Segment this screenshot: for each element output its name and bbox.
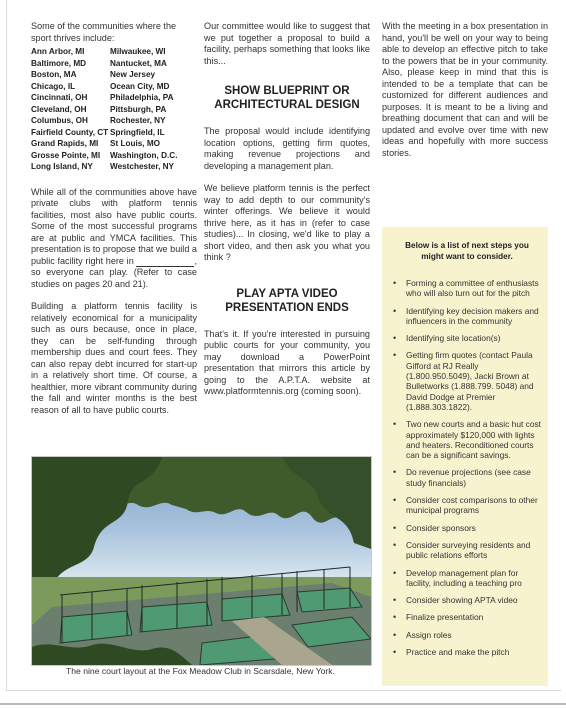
next-step-item xyxy=(392,647,542,657)
blueprint-heading: SHOW BLUEPRINT OR ARCHITECTURAL DESIGN xyxy=(214,85,360,111)
column-right xyxy=(382,21,548,159)
city-item: Fairfield County, CT xyxy=(31,127,109,137)
next-step-item xyxy=(392,568,542,589)
bullet-icon: • xyxy=(393,522,397,533)
next-step-item xyxy=(392,523,542,533)
tree-canopy-left xyxy=(32,457,162,597)
next-step-text: Develop management plan for facility, including a teaching pro xyxy=(406,567,522,588)
city-item: Columbus, OH xyxy=(31,116,88,125)
bullet-icon: • xyxy=(393,629,397,640)
bullet-icon: • xyxy=(393,333,397,344)
court-photo-illustration xyxy=(32,457,371,665)
city-item: Ocean City, MD xyxy=(110,81,170,91)
next-step-item xyxy=(392,612,542,622)
bullet-icon: • xyxy=(393,495,397,506)
bullet-icon: • xyxy=(393,419,397,430)
bullet-icon: • xyxy=(393,595,397,606)
economics-paragraph: Building a platform tennis facility is relatively economical for a municipality such as ours because, once in place, they can be self-funding through membership dues and court fees. They can also repay debt incurred for start-up in a relatively short time. Of course, a healthier, more vibrant community during the fall and winter months is the best reason of all to have public courts. xyxy=(31,301,197,415)
next-step-text: Getting firm quotes (contact Paula Gifford at RJ Really (1.800.950.5049), Jacki Brown at Bulletworks (1.888.799. 5048) and David Dodge at Premier (1.888.303.1822). xyxy=(406,350,534,412)
bullet-icon: • xyxy=(393,539,397,550)
column-middle xyxy=(204,21,370,398)
photo-caption: The nine court layout at the Fox Meadow Club in Scarsdale, New York. xyxy=(66,666,335,676)
next-step-text: Consider showing APTA video xyxy=(406,595,518,606)
city-item: Ann Arbor, MI xyxy=(31,47,85,56)
proposal-paragraph: The proposal would include identifying location options, getting firm quotes, making revenue projections and developing a management plan. xyxy=(204,126,370,171)
meeting-in-box-paragraph: With the meeting in a box presentation in hand, you'll be well on your way to being able to develop an effective pitch to take to the powers that be in your community. Also, please keep in mind that this is intended to be a template that can be customized for different audiences and purposes. It is meant to be a living and breathing document that can and will be updated and evolve over time with new ideas and hopefully with more success stories. xyxy=(382,21,548,158)
bullet-icon: • xyxy=(393,567,397,578)
fill-in-blank xyxy=(136,257,194,267)
city-item: Washington, D.C. xyxy=(110,150,178,160)
city-item: Chicago, IL xyxy=(31,81,76,91)
city-item: Rochester, NY xyxy=(110,116,166,125)
city-item: Springfield, IL xyxy=(110,127,165,137)
public-courts-paragraph xyxy=(31,187,197,291)
next-step-text: Finalize presentation xyxy=(406,612,484,623)
next-steps-box xyxy=(382,227,548,686)
city-item: New Jersey xyxy=(110,70,156,79)
next-steps-title: Below is a list of next steps you might want to consider. xyxy=(405,241,529,261)
next-steps-list xyxy=(392,278,542,664)
city-item: Baltimore, MD xyxy=(31,58,87,68)
communities-intro: Some of the communities where the sport thrives include: xyxy=(31,21,177,43)
city-item: Grand Rapids, MI xyxy=(31,139,99,148)
next-step-item xyxy=(392,333,542,343)
public-courts-text-a: While all of the communities above have private clubs with platform tennis facilities, most also have public courts. Some of the most successful programs are at public and YMCA facilities. This presentation is to propose that we build a public facility right here in xyxy=(31,186,197,266)
city-item: Cincinnati, OH xyxy=(31,93,88,102)
bullet-icon: • xyxy=(393,612,397,623)
city-item: Milwaukee, WI xyxy=(110,47,166,56)
city-item: Boston, MA xyxy=(31,70,77,79)
bullet-icon: • xyxy=(393,350,397,361)
next-step-item xyxy=(392,419,542,460)
city-item: Grosse Pointe, MI xyxy=(31,150,101,160)
next-step-text: Forming a committee of enthusiasts who will also turn out for the pitch xyxy=(406,278,539,299)
next-step-text: Two new courts and a basic hut cost approximately $120,000 with lights and heaters. Reconditioned courts can be a significant savings. xyxy=(406,419,542,461)
closing-paragraph: That's it. If you're interested in pursuing public courts for your community, you may download a PowerPoint presentation that mirrors this article by going to the A.P.T.A. website at www.platformtennis.org (coming soon). xyxy=(204,328,370,396)
city-item: Cleveland, OH xyxy=(31,104,87,114)
city-item: Long Island, NY xyxy=(31,162,93,171)
bullet-icon: • xyxy=(393,305,397,316)
next-step-text: Identifying key decision makers and influencers in the community xyxy=(406,305,539,326)
bullet-icon: • xyxy=(393,278,397,288)
bullet-icon: • xyxy=(393,467,397,478)
next-step-item xyxy=(392,540,542,561)
city-item: Westchester, NY xyxy=(110,162,175,171)
next-step-item xyxy=(392,350,542,412)
next-step-text: Consider cost comparisons to other municipal programs xyxy=(406,495,538,516)
next-step-item xyxy=(392,467,542,488)
winter-offerings-paragraph: We believe platform tennis is the perfect way to add depth to our community's winter offerings. We believe it would thrive here, as it has in (refer to case studies)... In closing, we'd like to play a short video, and then ask you what you think ? xyxy=(204,183,370,262)
city-item: St Louis, MO xyxy=(110,139,161,148)
public-courts-text-b: , so everyone can play. (Refer to case studies on pages 20 and 21). xyxy=(31,255,197,289)
city-item: Philadelphia, PA xyxy=(110,93,174,102)
next-step-text: Assign roles xyxy=(406,629,452,640)
next-step-text: Practice and make the pitch xyxy=(406,647,510,658)
next-step-item xyxy=(392,306,542,327)
next-step-text: Identifying site location(s) xyxy=(406,333,501,344)
suggestion-paragraph: Our committee would like to suggest that we put together a proposal to build a facility, perhaps something that looks like this... xyxy=(204,21,370,66)
column-left xyxy=(31,21,197,416)
city-item: Pittsburgh, PA xyxy=(110,104,167,114)
video-heading: PLAY APTA VIDEO PRESENTATION ENDS xyxy=(225,287,349,314)
next-step-text: Consider sponsors xyxy=(406,522,476,533)
cities-list xyxy=(31,46,197,173)
bullet-icon: • xyxy=(393,647,397,658)
next-step-item xyxy=(392,595,542,605)
next-step-item xyxy=(392,495,542,516)
city-item: Nantucket, MA xyxy=(110,58,167,68)
court-photo xyxy=(31,456,372,666)
next-step-item xyxy=(392,630,542,640)
next-step-item xyxy=(392,278,542,299)
next-step-text: Consider surveying residents and public relations efforts xyxy=(406,539,531,561)
next-step-text: Do revenue projections (see case study financials) xyxy=(406,467,531,488)
bottom-rule xyxy=(0,703,566,705)
